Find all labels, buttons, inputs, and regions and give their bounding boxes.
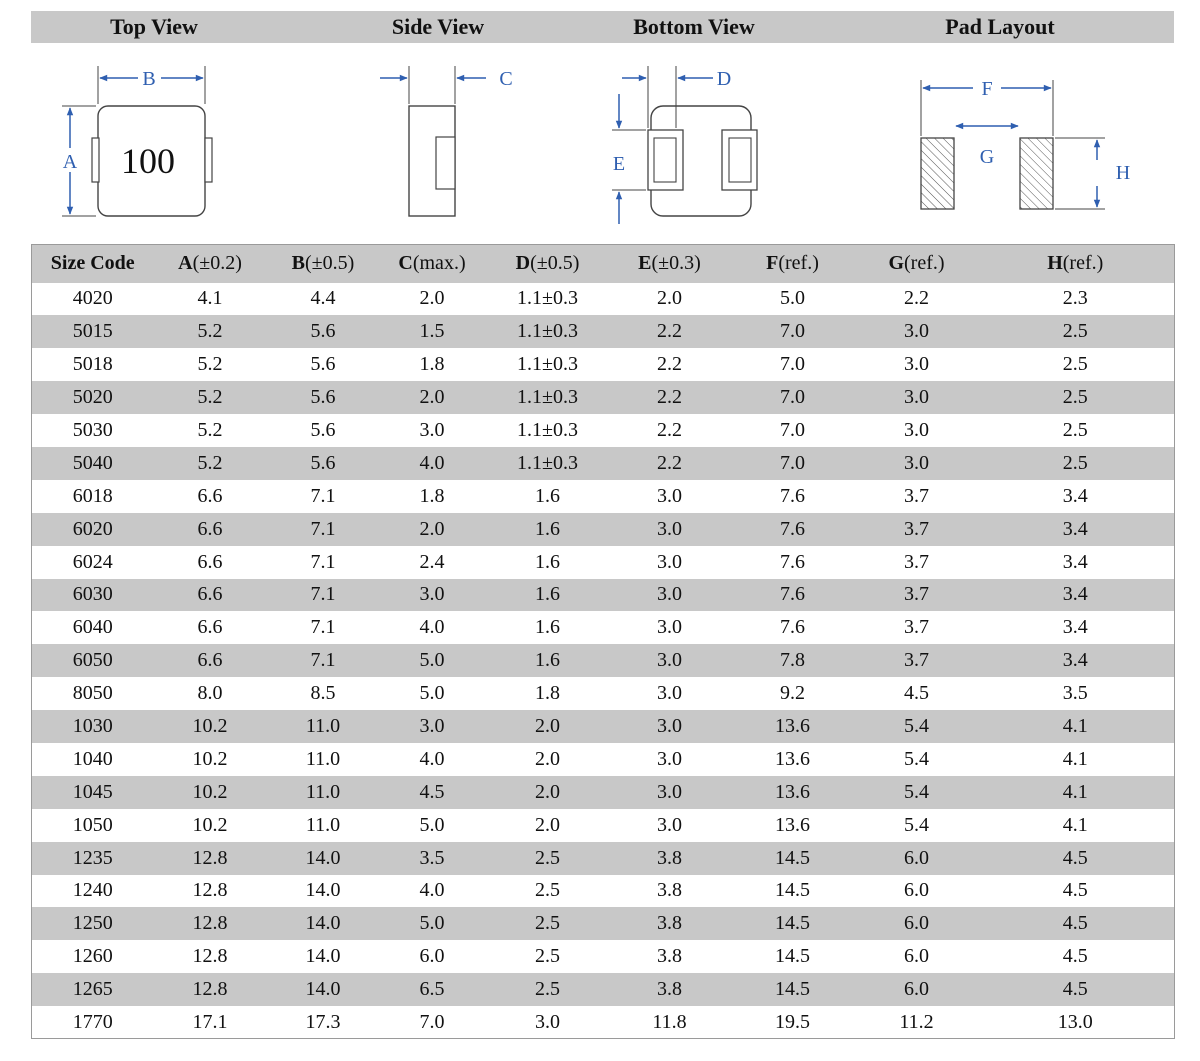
table-row: [32, 315, 1175, 348]
cell-e: 3.0: [657, 484, 682, 507]
cell-b: 7.1: [310, 616, 336, 639]
table-row: [32, 940, 1175, 973]
cell-f: 14.5: [775, 846, 810, 869]
cell-d: 1.6: [535, 616, 560, 639]
part-marking: 100: [121, 141, 175, 181]
table-row: [32, 743, 1175, 776]
cell-b: 5.6: [310, 353, 336, 376]
cell-a: 5.2: [197, 353, 223, 376]
cell-h: 4.5: [1062, 879, 1088, 902]
pad-right: [1020, 138, 1053, 209]
cell-a: 6.6: [197, 583, 223, 606]
cell-a: 10.2: [192, 813, 228, 836]
cell-a: 6.6: [197, 649, 223, 672]
cell-a: 12.8: [192, 879, 228, 902]
cell-g: 5.4: [904, 813, 929, 836]
cell-size-code: 6018: [72, 484, 113, 507]
cell-c: 2.4: [419, 550, 445, 573]
dim-label-a: A: [62, 151, 78, 173]
cell-f: 7.0: [780, 386, 805, 409]
cell-h: 13.0: [1057, 1010, 1093, 1033]
cell-e: 2.2: [657, 386, 682, 409]
dim-label-g: G: [979, 146, 995, 168]
top-view-left-terminal: [92, 138, 99, 182]
cell-e: 3.0: [657, 813, 682, 836]
cell-c: 2.0: [419, 386, 445, 409]
cell-c: 3.5: [419, 846, 445, 869]
cell-g: 6.0: [904, 912, 929, 935]
cell-h: 2.5: [1062, 451, 1088, 474]
views-header: [31, 11, 1174, 43]
cell-c: 4.0: [419, 747, 445, 770]
cell-f: 9.2: [780, 682, 805, 705]
cell-a: 6.6: [197, 616, 223, 639]
cell-c: 4.5: [419, 780, 445, 803]
dim-label-f: F: [981, 78, 993, 100]
cell-size-code: 8050: [72, 682, 113, 705]
cell-size-code: 1240: [72, 879, 113, 902]
cell-h: 3.4: [1062, 649, 1088, 672]
side-view-terminal: [436, 137, 455, 189]
cell-g: 6.0: [904, 879, 929, 902]
dim-label-d: D: [716, 68, 732, 90]
cell-d: 1.1±0.3: [517, 320, 578, 343]
cell-f: 13.6: [775, 715, 810, 738]
cell-a: 12.8: [192, 846, 228, 869]
cell-h: 4.5: [1062, 945, 1088, 968]
cell-size-code: 1050: [72, 813, 113, 836]
cell-e: 2.2: [657, 451, 682, 474]
cell-b: 7.1: [310, 550, 336, 573]
cell-c: 4.0: [419, 616, 445, 639]
cell-e: 3.8: [657, 912, 682, 935]
cell-b: 5.6: [310, 451, 336, 474]
cell-size-code: 5020: [72, 386, 113, 409]
cell-d: 1.1±0.3: [517, 287, 578, 310]
cell-h: 3.4: [1062, 484, 1088, 507]
cell-c: 3.0: [419, 583, 445, 606]
cell-b: 14.0: [305, 846, 341, 869]
cell-a: 5.2: [197, 320, 223, 343]
header-e: E(±0.3): [638, 252, 701, 275]
cell-e: 3.8: [657, 978, 682, 1001]
cell-f: 14.5: [775, 879, 810, 902]
table-row: [32, 348, 1175, 381]
side-view-title: Side View: [391, 14, 485, 39]
cell-b: 14.0: [305, 978, 341, 1001]
cell-h: 4.5: [1062, 846, 1088, 869]
cell-b: 4.4: [310, 287, 336, 310]
cell-size-code: 5040: [72, 451, 113, 474]
cell-c: 2.0: [419, 287, 445, 310]
cell-d: 1.8: [535, 682, 560, 705]
pad-left: [921, 138, 954, 209]
top-view-right-terminal: [205, 138, 212, 182]
cell-a: 12.8: [192, 945, 228, 968]
cell-h: 3.4: [1062, 517, 1088, 540]
cell-g: 3.7: [904, 583, 929, 606]
cell-e: 2.2: [657, 353, 682, 376]
cell-b: 14.0: [305, 879, 341, 902]
cell-e: 3.0: [657, 649, 682, 672]
cell-d: 2.0: [535, 813, 560, 836]
table-row: [32, 644, 1175, 677]
cell-size-code: 5030: [72, 419, 113, 441]
cell-g: 3.7: [904, 550, 929, 573]
cell-e: 3.0: [657, 747, 682, 770]
cell-h: 3.4: [1062, 616, 1088, 639]
cell-size-code: 6024: [72, 550, 113, 573]
cell-b: 14.0: [305, 945, 341, 968]
cell-h: 4.1: [1062, 715, 1088, 738]
cell-f: 7.6: [780, 550, 805, 573]
cell-e: 3.0: [657, 715, 682, 738]
cell-d: 1.1±0.3: [517, 353, 578, 376]
cell-d: 2.5: [535, 879, 560, 902]
side-view-drawing: [380, 66, 513, 216]
cell-d: 1.6: [535, 583, 560, 606]
cell-b: 5.6: [310, 320, 336, 343]
header-b: B(±0.5): [291, 252, 355, 275]
cell-size-code: 1045: [72, 780, 113, 803]
cell-g: 4.5: [904, 682, 929, 705]
cell-f: 5.0: [780, 287, 805, 310]
drawings-svg: [0, 44, 1200, 240]
cell-d: 2.5: [535, 978, 560, 1001]
cell-h: 2.5: [1062, 320, 1088, 343]
cell-g: 3.0: [904, 451, 929, 474]
cell-size-code: 6040: [72, 616, 113, 639]
cell-f: 7.0: [780, 353, 805, 376]
table-row: [32, 611, 1175, 644]
cell-c: 4.0: [419, 879, 445, 902]
cell-d: 1.1±0.3: [517, 419, 578, 441]
cell-f: 13.6: [775, 813, 810, 836]
cell-a: 8.0: [197, 682, 223, 705]
header-c: C(max.): [398, 252, 466, 275]
cell-a: 12.8: [192, 912, 228, 935]
cell-size-code: 4020: [72, 287, 113, 310]
cell-c: 6.5: [419, 978, 445, 1001]
cell-g: 3.0: [904, 353, 929, 376]
cell-f: 19.5: [775, 1010, 810, 1033]
cell-h: 2.5: [1062, 419, 1088, 441]
cell-e: 3.0: [657, 517, 682, 540]
cell-b: 17.3: [305, 1010, 341, 1033]
cell-g: 5.4: [904, 780, 929, 803]
cell-b: 8.5: [310, 682, 336, 705]
cell-a: 6.6: [197, 550, 223, 573]
cell-size-code: 1770: [72, 1010, 113, 1033]
table-row: [32, 875, 1175, 908]
cell-g: 6.0: [904, 978, 929, 1001]
cell-g: 3.0: [904, 320, 929, 343]
cell-size-code: 5018: [72, 353, 113, 376]
cell-a: 5.2: [197, 386, 223, 409]
table-row: [32, 710, 1175, 743]
cell-e: 3.8: [657, 945, 682, 968]
cell-e: 3.0: [657, 550, 682, 573]
cell-b: 11.0: [305, 813, 341, 836]
cell-a: 12.8: [192, 978, 228, 1001]
cell-c: 1.8: [419, 353, 445, 376]
top-view-drawing: [62, 66, 212, 216]
cell-h: 2.5: [1062, 353, 1088, 376]
cell-a: 10.2: [192, 780, 228, 803]
cell-g: 6.0: [904, 945, 929, 968]
cell-d: 2.5: [535, 912, 560, 935]
header-f: F(ref.): [766, 252, 819, 275]
cell-size-code: 1265: [72, 978, 113, 1001]
cell-a: 5.2: [197, 451, 223, 474]
header-h: H(ref.): [1047, 252, 1104, 275]
cell-e: 3.8: [657, 846, 682, 869]
cell-c: 3.0: [419, 419, 445, 441]
cell-f: 7.6: [780, 616, 805, 639]
cell-a: 5.2: [197, 419, 223, 441]
cell-a: 4.1: [197, 287, 223, 310]
cell-size-code: 6020: [72, 517, 113, 540]
cell-d: 2.5: [535, 846, 560, 869]
table-row: [32, 842, 1175, 875]
cell-d: 1.1±0.3: [517, 386, 578, 409]
cell-f: 7.6: [780, 517, 805, 540]
cell-f: 7.8: [780, 649, 805, 672]
cell-c: 6.0: [419, 945, 445, 968]
cell-f: 7.0: [780, 320, 805, 343]
cell-c: 2.0: [419, 517, 445, 540]
cell-e: 3.0: [657, 616, 682, 639]
cell-g: 11.2: [899, 1010, 934, 1033]
header-a: A(±0.2): [178, 252, 242, 275]
header-size-code: Size Code: [50, 252, 135, 275]
cell-b: 7.1: [310, 484, 336, 507]
cell-a: 6.6: [197, 484, 223, 507]
dimension-drawings: [0, 44, 1200, 240]
cell-e: 3.0: [657, 682, 682, 705]
cell-size-code: 1030: [72, 715, 113, 738]
cell-size-code: 6050: [72, 649, 113, 672]
cell-d: 2.0: [535, 780, 560, 803]
dim-label-h: H: [1115, 162, 1131, 184]
cell-g: 3.7: [904, 517, 929, 540]
table-row: [32, 414, 1175, 447]
table-row: [32, 381, 1175, 414]
cell-d: 2.5: [535, 945, 560, 968]
cell-b: 11.0: [305, 715, 341, 738]
cell-c: 3.0: [419, 715, 445, 738]
cell-g: 3.7: [904, 649, 929, 672]
table-row: [32, 776, 1175, 809]
cell-g: 2.2: [904, 287, 929, 310]
cell-h: 3.4: [1062, 550, 1088, 573]
cell-e: 3.0: [657, 583, 682, 606]
table-row: [32, 480, 1175, 513]
bottom-view-drawing: [612, 66, 757, 224]
cell-c: 5.0: [419, 912, 445, 935]
cell-e: 3.0: [657, 780, 682, 803]
cell-a: 17.1: [192, 1010, 228, 1033]
dim-label-b: B: [142, 68, 156, 90]
table-row: [32, 1006, 1175, 1039]
table-row: [32, 809, 1175, 842]
table-row: [32, 447, 1175, 480]
cell-h: 4.1: [1062, 747, 1088, 770]
cell-d: 1.6: [535, 649, 560, 672]
cell-size-code: 1235: [72, 846, 113, 869]
table-row: [32, 907, 1175, 940]
cell-size-code: 1250: [72, 912, 113, 935]
cell-e: 2.0: [657, 287, 682, 310]
cell-b: 7.1: [310, 649, 336, 672]
cell-g: 3.0: [904, 419, 929, 441]
cell-d: 1.6: [535, 550, 560, 573]
cell-g: 5.4: [904, 747, 929, 770]
cell-f: 7.6: [780, 583, 805, 606]
cell-b: 5.6: [310, 386, 336, 409]
cell-e: 2.2: [657, 419, 682, 441]
cell-h: 4.5: [1062, 978, 1088, 1001]
cell-size-code: 6030: [72, 583, 113, 606]
cell-g: 6.0: [904, 846, 929, 869]
cell-c: 4.0: [419, 451, 445, 474]
dimensions-table: [31, 244, 1175, 1039]
cell-f: 13.6: [775, 747, 810, 770]
cell-c: 5.0: [419, 682, 445, 705]
cell-d: 1.1±0.3: [517, 451, 578, 474]
cell-h: 3.4: [1062, 583, 1088, 606]
table-row: [32, 513, 1175, 546]
top-view-title: Top View: [110, 14, 198, 39]
cell-d: 2.0: [535, 747, 560, 770]
cell-h: 4.5: [1062, 912, 1088, 935]
cell-g: 3.7: [904, 616, 929, 639]
cell-g: 3.7: [904, 484, 929, 507]
pad-layout-drawing: [921, 78, 1130, 209]
cell-size-code: 1260: [72, 945, 113, 968]
cell-d: 1.6: [535, 517, 560, 540]
cell-b: 7.1: [310, 517, 336, 540]
cell-b: 11.0: [305, 747, 341, 770]
cell-e: 2.2: [657, 320, 682, 343]
cell-f: 14.5: [775, 945, 810, 968]
cell-c: 5.0: [419, 649, 445, 672]
cell-h: 3.5: [1062, 682, 1088, 705]
cell-size-code: 1040: [72, 747, 113, 770]
table-row: [32, 973, 1175, 1006]
cell-a: 10.2: [192, 715, 228, 738]
cell-b: 7.1: [310, 583, 336, 606]
pad-layout-title: Pad Layout: [945, 14, 1055, 39]
cell-h: 4.1: [1062, 780, 1088, 803]
table-header-row: [32, 245, 1175, 283]
cell-h: 4.1: [1062, 813, 1088, 836]
cell-f: 14.5: [775, 912, 810, 935]
cell-a: 10.2: [192, 747, 228, 770]
table-row: [32, 579, 1175, 612]
dim-label-e: E: [612, 153, 626, 175]
cell-e: 11.8: [652, 1010, 687, 1033]
table-row: [32, 283, 1175, 316]
cell-e: 3.8: [657, 879, 682, 902]
cell-g: 3.0: [904, 386, 929, 409]
cell-c: 7.0: [419, 1010, 445, 1033]
cell-f: 7.0: [780, 451, 805, 474]
cell-c: 5.0: [419, 813, 445, 836]
cell-f: 14.5: [775, 978, 810, 1001]
cell-size-code: 5015: [72, 320, 113, 343]
bottom-view-title: Bottom View: [633, 14, 755, 39]
cell-g: 5.4: [904, 715, 929, 738]
cell-a: 6.6: [197, 517, 223, 540]
cell-b: 5.6: [310, 419, 336, 441]
cell-d: 2.0: [535, 715, 560, 738]
cell-c: 1.5: [419, 320, 445, 343]
table-row: [32, 546, 1175, 579]
cell-d: 1.6: [535, 484, 560, 507]
cell-b: 11.0: [305, 780, 341, 803]
dim-label-c: C: [499, 68, 513, 90]
cell-f: 7.6: [780, 484, 805, 507]
header-g: G(ref.): [888, 252, 945, 275]
cell-b: 14.0: [305, 912, 341, 935]
header-d: D(±0.5): [515, 252, 580, 275]
cell-c: 1.8: [419, 484, 445, 507]
cell-h: 2.5: [1062, 386, 1088, 409]
cell-f: 7.0: [780, 419, 805, 441]
table-row: [32, 677, 1175, 710]
cell-h: 2.3: [1062, 287, 1088, 310]
cell-f: 13.6: [775, 780, 810, 803]
cell-d: 3.0: [535, 1010, 560, 1033]
table-body: [32, 283, 1175, 1039]
